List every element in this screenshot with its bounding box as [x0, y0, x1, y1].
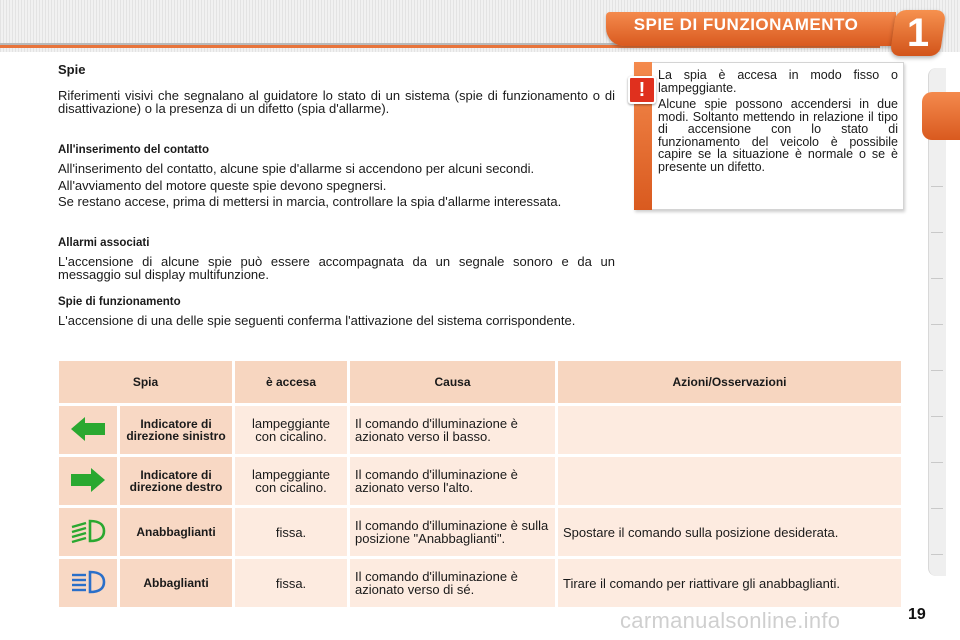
high-beam-icon [59, 559, 117, 607]
indicator-name: Anabbaglianti [120, 508, 232, 556]
lit-state: lampeggiante con cicalino. [235, 406, 347, 454]
action: Tirare il comando per riattivare gli anabbaglianti. [558, 559, 901, 607]
table-row [59, 559, 901, 607]
cause: Il comando d'illuminazione è azionato verso l'alto. [350, 457, 555, 505]
paragraph: All'avviamento del motore queste spie devono spegnersi. [58, 178, 387, 193]
lit-state: fissa. [235, 559, 347, 607]
chapter-tab[interactable] [931, 554, 943, 555]
lit-state: fissa. [235, 508, 347, 556]
section-title: Spie [58, 62, 86, 77]
chapter-tab[interactable] [931, 370, 943, 371]
chapter-tab[interactable] [931, 324, 943, 325]
column-header: è accesa [235, 361, 347, 403]
chapter-tab-strip [928, 68, 946, 576]
arrow-right-icon [59, 457, 117, 505]
chapter-tab[interactable] [931, 416, 943, 417]
action: Spostare il comando sulla posizione desiderata. [558, 508, 901, 556]
action [558, 406, 901, 454]
subheading-contatto: All'inserimento del contatto [58, 144, 209, 156]
watermark: carmanualsonline.info [620, 608, 841, 633]
cause: Il comando d'illuminazione è sulla posizione "Anabbaglianti". [350, 508, 555, 556]
subheading-funzionamento: Spie di funzionamento [58, 296, 181, 308]
chapter-tab[interactable] [931, 186, 943, 187]
paragraph: Se restano accese, prima di mettersi in marcia, controllare la spia d'allarme interessata. [58, 194, 562, 209]
paragraph: L'accensione di alcune spie può essere accompagnata da un segnale sonoro e da un messaggio sul display multifunzione. [58, 254, 615, 282]
indicator-name: Indicatore di direzione destro [120, 457, 232, 505]
chapter-tab[interactable] [931, 232, 943, 233]
low-beam-icon [59, 508, 117, 556]
page-number: 19 [908, 606, 926, 623]
note-paragraph: La spia è accesa in modo fisso o lampeggiante. [658, 68, 898, 95]
column-header: Spia [59, 361, 232, 403]
column-header: Azioni/Osservazioni [558, 361, 901, 403]
intro-paragraph: Riferimenti visivi che segnalano al guidatore lo stato di un sistema (spie di funzionamento o di disattivazione) o la presenza di un difetto (spia d'allarme). [58, 88, 615, 116]
note-paragraph: Alcune spie possono accendersi in due modi. Soltanto mettendo in relazione il tipo di accensione con lo stato di funzionamento del veicolo è possibile capire se la situazione è normale o se è presente un difetto. [658, 97, 898, 174]
chapter-tab[interactable] [931, 508, 943, 509]
subheading-allarmi: Allarmi associati [58, 237, 150, 249]
table-row [59, 457, 901, 505]
indicator-name: Indicatore di direzione sinistro [120, 406, 232, 454]
chapter-number: 1 [906, 11, 930, 55]
indicator-table [56, 358, 904, 610]
chapter-tab[interactable] [931, 462, 943, 463]
column-header: Causa [350, 361, 555, 403]
cause: Il comando d'illuminazione è azionato verso il basso. [350, 406, 555, 454]
paragraph: All'inserimento del contatto, alcune spie d'allarme si accendono per alcuni secondi. [58, 161, 535, 176]
table-row [59, 406, 901, 454]
paragraph: L'accensione di una delle spie seguenti conferma l'attivazione del sistema corrispondente. [58, 313, 576, 328]
page-title: SPIE DI FUNZIONAMENTO [633, 15, 859, 34]
cause: Il comando d'illuminazione è azionato verso di sé. [350, 559, 555, 607]
action [558, 457, 901, 505]
active-chapter-tab[interactable] [922, 92, 960, 140]
warning-icon: ! [628, 76, 656, 104]
chapter-tab[interactable] [931, 278, 943, 279]
lit-state: lampeggiante con cicalino. [235, 457, 347, 505]
indicator-name: Abbaglianti [120, 559, 232, 607]
arrow-left-icon [59, 406, 117, 454]
table-row [59, 508, 901, 556]
